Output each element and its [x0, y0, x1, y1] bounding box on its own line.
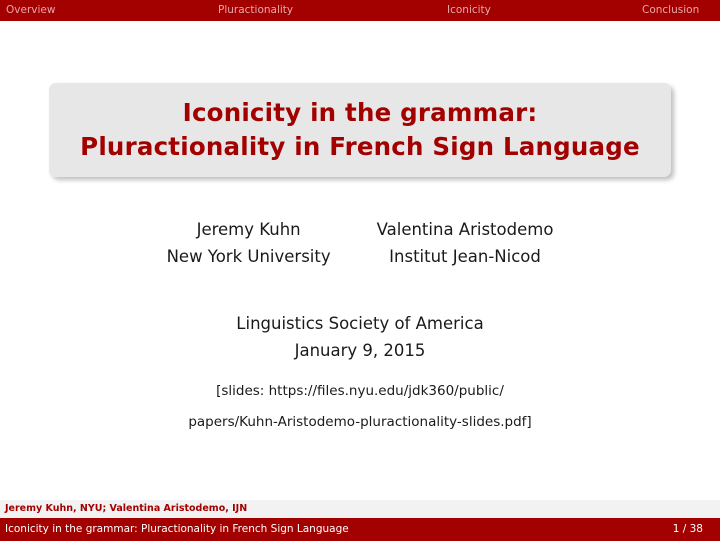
- author-1: [167, 216, 331, 270]
- footer-authors: Jeremy Kuhn, NYU; Valentina Aristodemo, IJN: [5, 503, 248, 514]
- footer-short-title: Iconicity in the grammar: Pluractionality in French Sign Language: [5, 523, 349, 535]
- title-line-1: Iconicity in the grammar:: [182, 98, 538, 127]
- slides-link-line-2: papers/Kuhn-Aristodemo-pluractionality-slides.pdf]: [188, 414, 532, 430]
- venue-date: January 9, 2015: [294, 341, 426, 360]
- slides-link-note: [0, 376, 720, 438]
- footer-author-band: [0, 500, 720, 518]
- title-box: [49, 83, 671, 177]
- nav-item-iconicity[interactable]: Iconicity: [447, 4, 491, 16]
- author-2: [377, 216, 554, 270]
- author-affiliation: Institut Jean-Nicod: [389, 247, 541, 266]
- author-name: Jeremy Kuhn: [196, 220, 301, 239]
- footer-title-bar: [0, 518, 720, 541]
- nav-item-pluractionality[interactable]: Pluractionality: [218, 4, 294, 16]
- page-number: 1 / 38: [672, 523, 703, 535]
- title-line-2: Pluractionality in French Sign Language: [80, 132, 640, 161]
- author-name: Valentina Aristodemo: [376, 220, 554, 239]
- section-navigation-bar: [0, 0, 720, 21]
- venue-block: [0, 310, 720, 364]
- author-block: [0, 216, 720, 270]
- nav-item-overview[interactable]: Overview: [6, 4, 56, 16]
- slides-link-line-1: [slides: https://files.nyu.edu/jdk360/public/: [216, 383, 504, 399]
- author-affiliation: New York University: [166, 247, 331, 266]
- nav-item-conclusion[interactable]: Conclusion: [642, 4, 700, 16]
- venue-event: Linguistics Society of America: [236, 314, 484, 333]
